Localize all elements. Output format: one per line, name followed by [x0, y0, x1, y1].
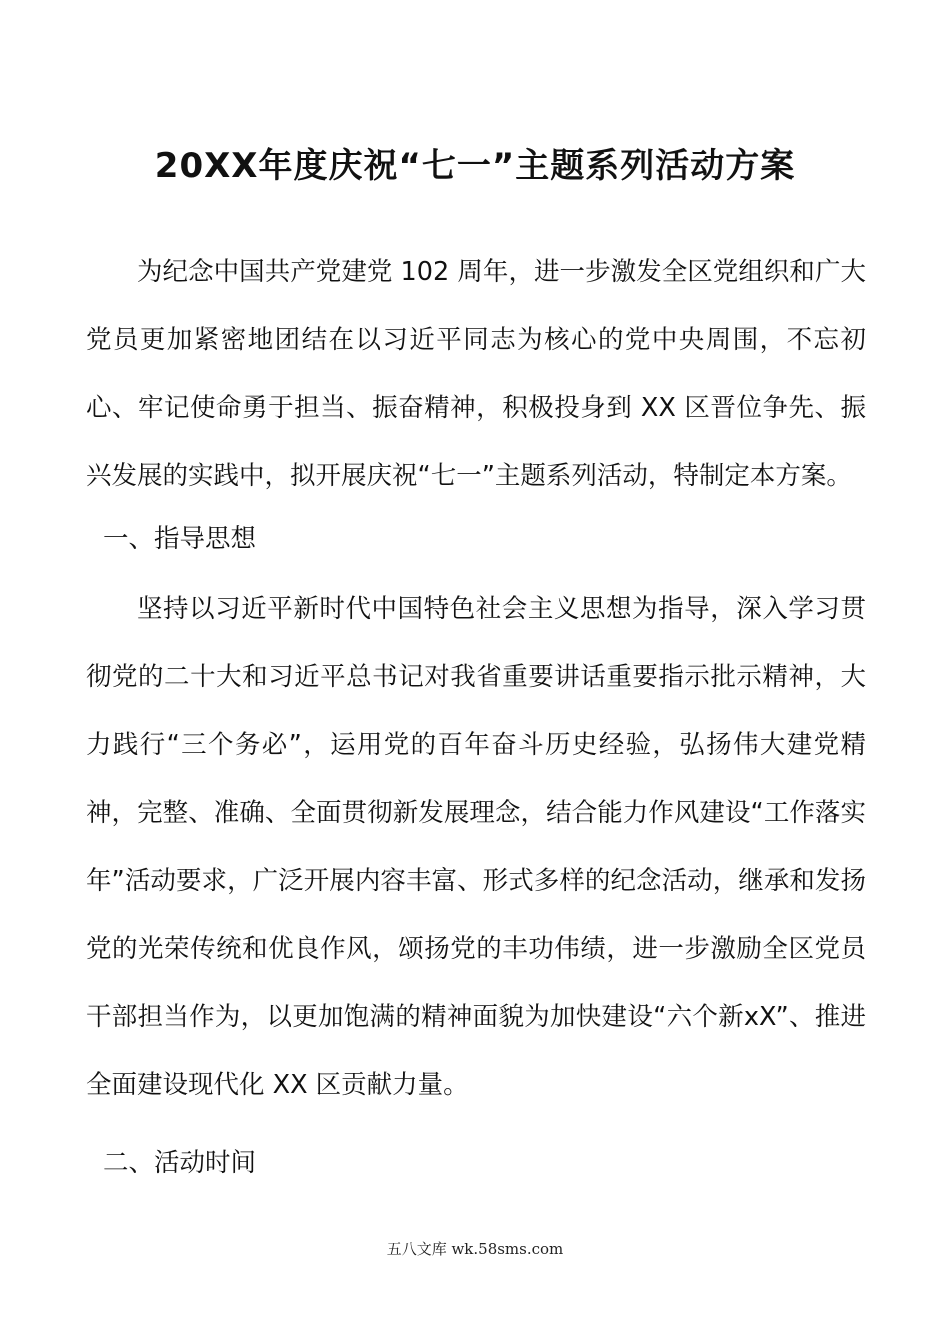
section-heading-activity-time: 二、活动时间 [103, 1148, 257, 1178]
section-heading-guiding-thought: 一、指导思想 [103, 524, 257, 554]
page-footer: 五八文库 wk.58sms.com [386, 1240, 564, 1258]
document-title: 20XX年度庆祝“七一”主题系列活动方案 [154, 146, 796, 186]
guiding-thought-paragraph: 坚持以习近平新时代中国特色社会主义思想为指导，深入学习贯彻党的二十大和习近平总书记对我省重要讲话重要指示批示精神，大力践行“三个务必”，运用党的百年奋斗历史经验，弘扬伟大建党精神，完整、准确、全面贯彻新发展理念，结合能力作风建设“工作落实年”活动要求，广泛开展内容丰富、形式多样的纪念活动，继承和发扬党的光荣传统和优良作风，颂扬党的丰功伟绩，进一步激励全区党员干部担当作为，以更加饱满的精神面貌为加快建设“六个新xX”、推进全面建设现代化 XX 区贡献力量。 [86, 594, 866, 1100]
intro-paragraph: 为纪念中国共产党建党 102 周年，进一步激发全区党组织和广大党员更加紧密地团结在以习近平同志为核心的党中央周围，不忘初心、牢记使命勇于担当、振奋精神，积极投身到 XX 区晋位争先、振兴发展的实践中，拟开展庆祝“七一”主题系列活动，特制定本方案。 [86, 257, 866, 491]
